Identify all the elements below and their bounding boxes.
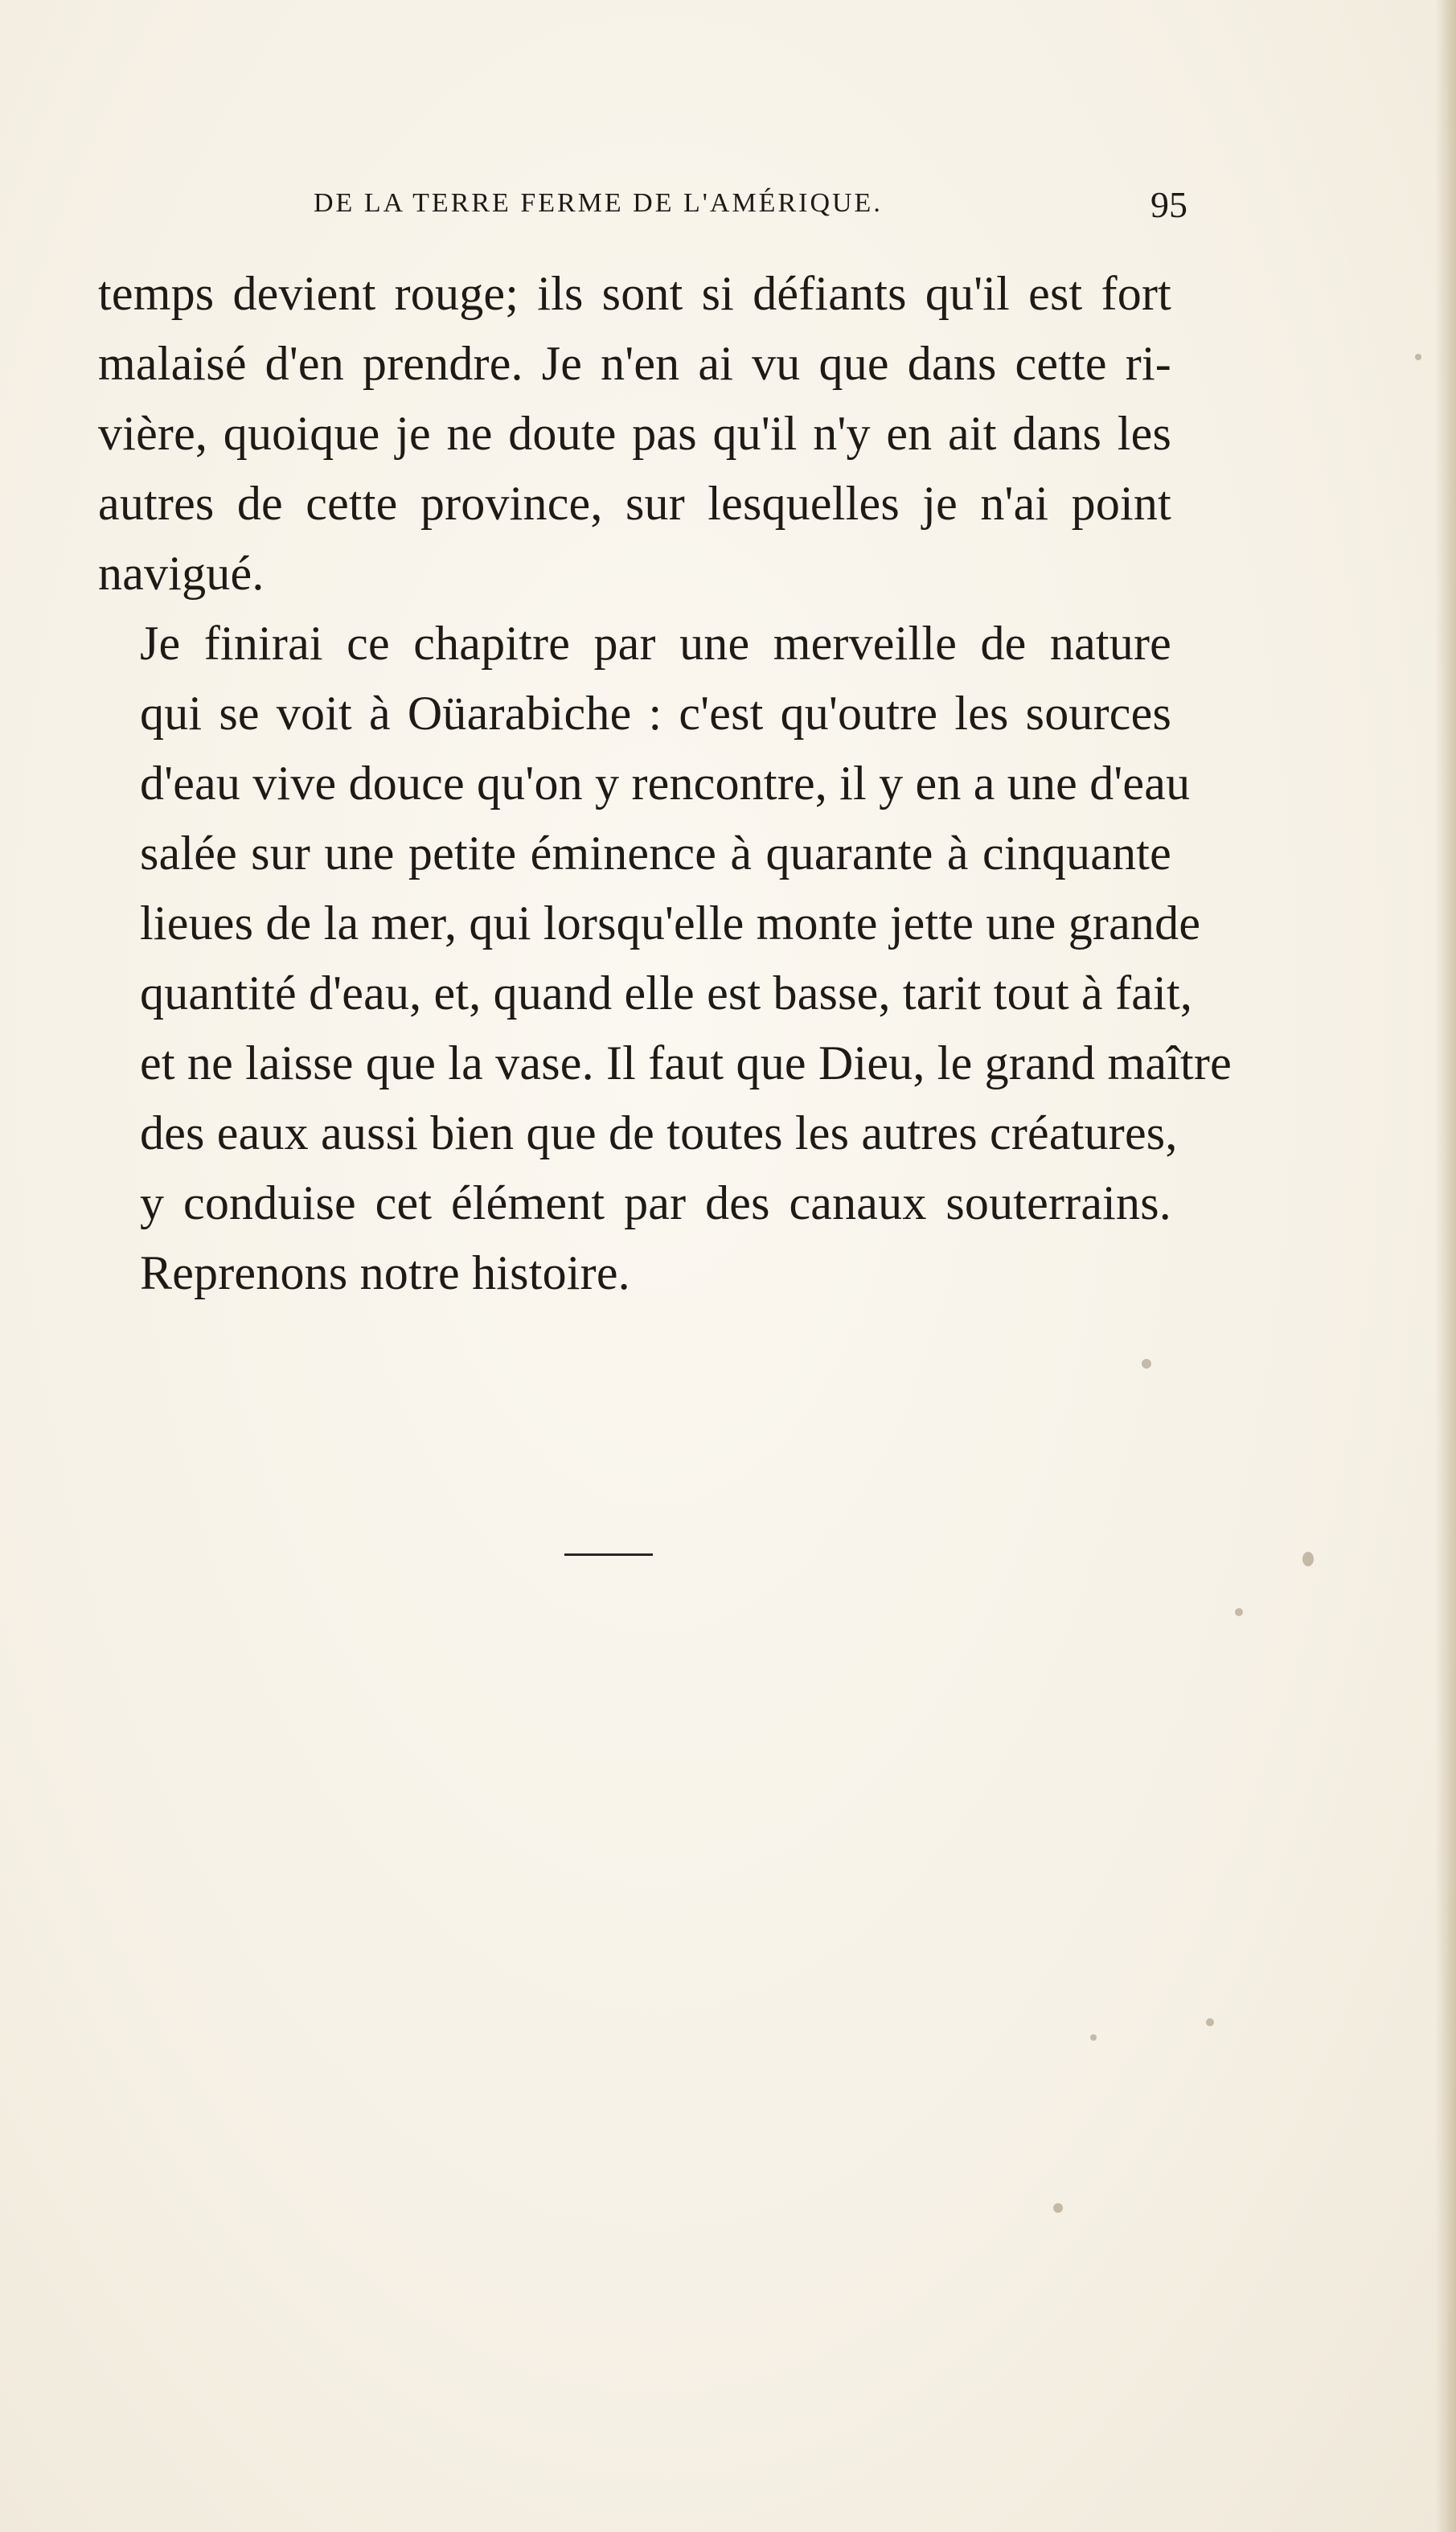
text-line: navigué. bbox=[98, 547, 265, 600]
paper-speck bbox=[1235, 1608, 1243, 1616]
text-line: temps devient rouge; ils sont si défiants qu'il est fort bbox=[98, 267, 1171, 320]
text-line: d'eau vive douce qu'on y rencontre, il y en a une d'eau bbox=[140, 757, 1191, 810]
section-end-rule bbox=[564, 1553, 653, 1556]
text-line: malaisé d'en prendre. Je n'en ai vu que dans cette ri- bbox=[98, 337, 1171, 390]
page-number: 95 bbox=[1150, 184, 1187, 225]
paper-speck bbox=[1053, 2203, 1063, 2213]
text-line: des eaux aussi bien que de toutes les autres créatures, bbox=[140, 1106, 1178, 1159]
text-line: salée sur une petite éminence à quarante à cinquante bbox=[140, 827, 1171, 880]
paper-speck bbox=[1302, 1552, 1314, 1566]
page-header bbox=[98, 179, 1187, 235]
text-line: Je finirai ce chapitre par une merveille de nature bbox=[140, 617, 1171, 670]
paper-speck bbox=[1206, 2018, 1214, 2026]
text-line: y conduise cet élément par des canaux souterrains. bbox=[140, 1176, 1171, 1229]
text-line: Reprenons notre histoire. bbox=[140, 1246, 630, 1299]
text-line: et ne laisse que la vase. Il faut que Dieu, le grand maître bbox=[140, 1036, 1232, 1090]
text-line: autres de cette province, sur lesquelles je n'ai point bbox=[98, 477, 1171, 530]
text-line: vière, quoique je ne doute pas qu'il n'y en ait dans les bbox=[98, 407, 1171, 460]
paper-speck bbox=[1090, 2034, 1097, 2041]
body-text bbox=[98, 259, 1232, 1308]
running-head: DE LA TERRE FERME DE L'AMÉRIQUE. bbox=[314, 188, 883, 218]
text-line: quantité d'eau, et, quand elle est basse, tarit tout à fait, bbox=[140, 966, 1193, 1020]
text-line: qui se voit à Oüarabiche : c'est qu'outre les sources bbox=[140, 687, 1171, 740]
paper-speck bbox=[1142, 1359, 1151, 1369]
paragraph bbox=[98, 259, 1171, 609]
paragraph bbox=[98, 609, 1232, 1308]
page-edge-shadow bbox=[1435, 0, 1456, 2532]
text-line: lieues de la mer, qui lorsqu'elle monte jette une grande bbox=[140, 897, 1201, 950]
paper-speck bbox=[1415, 354, 1421, 360]
